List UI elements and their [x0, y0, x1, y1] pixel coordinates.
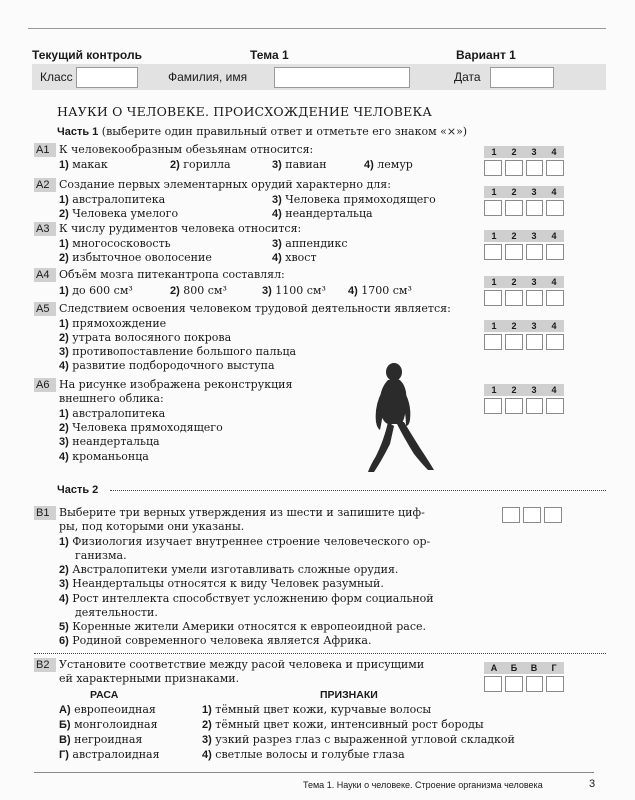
answer-grid-a4: 1 2 3 4	[484, 276, 564, 306]
question-number: A4	[34, 268, 56, 282]
statement-item: 1) Физиология изучает внутреннее строение человеческого ор-	[59, 535, 431, 548]
answer-option: 3) противопоставление большого пальца	[59, 345, 297, 358]
race-item: А) европеоидная	[59, 703, 156, 716]
part1-heading	[57, 125, 467, 138]
answer-option: 2) Человека прямоходящего	[59, 421, 223, 434]
answer-cell[interactable]	[546, 334, 564, 350]
answer-grid-a3: 1 2 3 4	[484, 230, 564, 260]
question-number: A6	[34, 378, 56, 392]
race-item: Г) австралоидная	[59, 748, 160, 761]
answer-grid-b1	[502, 505, 562, 523]
answer-option: 1) до 600 см³	[59, 284, 133, 297]
answer-cell[interactable]	[526, 244, 544, 260]
date-label: Дата	[454, 70, 481, 84]
question-text: К числу рудиментов человека относится:	[59, 222, 302, 235]
answer-cell[interactable]	[526, 398, 544, 414]
answer-grid-a6: 1 2 3 4	[484, 384, 564, 414]
answer-cell[interactable]	[505, 676, 523, 692]
part1-instruction: (выберите один правильный ответ и отметьте его знаком «×»)	[101, 125, 468, 138]
b2-divider	[34, 653, 606, 654]
answer-option: 4) лемур	[364, 158, 413, 171]
answer-cell[interactable]	[546, 676, 564, 692]
footer-divider	[34, 772, 594, 773]
answer-cell[interactable]	[523, 507, 541, 523]
statement-item: 3) Неандертальцы относятся к виду Человек разумный.	[59, 577, 384, 590]
answer-option: 3) 1100 см³	[262, 284, 326, 297]
question-a1	[34, 143, 494, 173]
race-column-heading: РАСА	[90, 689, 119, 701]
statement-item: 4) Рост интеллекта способствует усложнению форм социальной	[59, 592, 434, 605]
answer-option: 2) утрата волосяного покрова	[59, 331, 232, 344]
question-number: A3	[34, 222, 56, 236]
answer-option: 3) неандертальца	[59, 435, 160, 448]
part2-divider	[110, 490, 606, 491]
name-label: Фамилия, имя	[168, 70, 248, 84]
question-number: A1	[34, 143, 56, 157]
answer-grid-a1: 1 2 3 4	[484, 146, 564, 176]
page-footer: Тема 1. Науки о человеке. Строение организма человека	[303, 780, 543, 790]
answer-option: 4) неандертальца	[272, 207, 373, 220]
race-item: Б) монголоидная	[59, 718, 158, 731]
answer-cell[interactable]	[484, 160, 502, 176]
question-text-line2: ры, под которыми они указаны.	[59, 520, 245, 533]
answer-cell[interactable]	[546, 290, 564, 306]
question-text-line2: ей характерными признаками.	[59, 672, 240, 685]
control-label: Текущий контроль	[32, 48, 142, 62]
question-number: B2	[34, 658, 56, 672]
answer-cell[interactable]	[505, 200, 523, 216]
question-number: A5	[34, 302, 56, 316]
answer-cell[interactable]	[526, 160, 544, 176]
question-text: Установите соответствие между расой человека и присущими	[59, 658, 425, 671]
question-text-line2: внешнего облика:	[59, 392, 164, 405]
answer-option: 2) избыточное оволосение	[59, 251, 212, 264]
answer-cell[interactable]	[526, 334, 544, 350]
statement-item: 6) Родиной современного человека является Африка.	[59, 634, 372, 647]
statement-item: ганизма.	[75, 549, 127, 562]
answer-grid-a2: 1 2 3 4	[484, 186, 564, 216]
question-text: Создание первых элементарных орудий характерно для:	[59, 178, 391, 191]
answer-cell[interactable]	[505, 244, 523, 260]
question-a4	[34, 268, 494, 298]
worksheet-header	[32, 46, 604, 64]
student-fields-bar	[32, 64, 606, 90]
answer-cell[interactable]	[484, 676, 502, 692]
trait-item: 1) тёмный цвет кожи, курчавые волосы	[202, 703, 432, 716]
answer-option: 1) австралопитека	[59, 407, 166, 420]
answer-option: 1) австралопитека	[59, 193, 166, 206]
answer-cell[interactable]	[505, 334, 523, 350]
topic-label: Тема 1	[250, 48, 289, 62]
question-b2	[34, 658, 494, 688]
answer-option: 3) Человека прямоходящего	[272, 193, 436, 206]
answer-option: 3) павиан	[272, 158, 327, 171]
answer-cell[interactable]	[546, 160, 564, 176]
class-field[interactable]	[76, 67, 138, 88]
question-text: Объём мозга питекантропа составлял:	[59, 268, 285, 281]
answer-cell[interactable]	[484, 398, 502, 414]
question-b1	[34, 506, 494, 647]
answer-cell[interactable]	[546, 244, 564, 260]
answer-option: 3) аппендикс	[272, 237, 348, 250]
part1-label: Часть 1	[57, 126, 99, 138]
name-field[interactable]	[274, 67, 410, 88]
top-rule	[28, 28, 606, 29]
answer-cell[interactable]	[502, 507, 520, 523]
page-title: НАУКИ О ЧЕЛОВЕКЕ. ПРОИСХОЖДЕНИЕ ЧЕЛОВЕКА	[57, 104, 433, 119]
statement-item: деятельности.	[75, 606, 158, 619]
hominid-reconstruction-image	[358, 360, 440, 478]
trait-item: 4) светлые волосы и голубые глаза	[202, 748, 405, 761]
question-a2	[34, 178, 494, 222]
race-item: В) негроидная	[59, 733, 143, 746]
answer-option: 4) кроманьонца	[59, 450, 149, 463]
answer-option: 1) макак	[59, 158, 108, 171]
statement-item: 5) Коренные жители Америки относятся к европеоидной расе.	[59, 620, 427, 633]
question-text: Выберите три верных утверждения из шести и запишите циф-	[59, 506, 425, 519]
matching-columns	[34, 703, 515, 763]
answer-cell[interactable]	[526, 200, 544, 216]
answer-cell[interactable]	[546, 398, 564, 414]
answer-option: 4) развитие подбородочного выступа	[59, 359, 275, 372]
answer-cell[interactable]	[484, 244, 502, 260]
answer-cell[interactable]	[505, 398, 523, 414]
answer-cell[interactable]	[544, 507, 562, 523]
trait-item: 3) узкий разрез глаз с выраженной угловой складкой	[202, 733, 515, 746]
question-number: A2	[34, 178, 56, 192]
traits-column-heading: ПРИЗНАКИ	[320, 689, 378, 701]
answer-cell[interactable]	[484, 200, 502, 216]
answer-grid-b2: А Б В Г	[484, 662, 564, 692]
answer-cell[interactable]	[505, 290, 523, 306]
answer-option: 1) многососковость	[59, 237, 171, 250]
class-label: Класс	[40, 70, 73, 84]
question-text: На рисунке изображена реконструкция	[59, 378, 293, 391]
question-a3	[34, 222, 494, 266]
answer-cell[interactable]	[526, 676, 544, 692]
date-field[interactable]	[490, 67, 554, 88]
statement-item: 2) Австралопитеки умели изготавливать сложные орудия.	[59, 563, 399, 576]
page-number: 3	[589, 778, 596, 790]
answer-option: 2) 800 см³	[170, 284, 227, 297]
trait-item: 2) тёмный цвет кожи, интенсивный рост бороды	[202, 718, 484, 731]
variant-label: Вариант 1	[456, 48, 516, 62]
answer-cell[interactable]	[526, 290, 544, 306]
answer-option: 2) Человека умелого	[59, 207, 179, 220]
question-text: Следствием освоения человеком трудовой деятельности является:	[59, 302, 451, 315]
answer-cell[interactable]	[505, 160, 523, 176]
question-number: B1	[34, 506, 56, 520]
answer-cell[interactable]	[546, 200, 564, 216]
answer-option: 4) 1700 см³	[348, 284, 412, 297]
answer-option: 1) прямохождение	[59, 317, 167, 330]
answer-grid-a5: 1 2 3 4	[484, 320, 564, 350]
part2-heading: Часть 2	[57, 484, 99, 496]
answer-option: 2) горилла	[170, 158, 231, 171]
question-text: К человекообразным обезьянам относится:	[59, 143, 314, 156]
answer-cell[interactable]	[484, 334, 502, 350]
answer-option: 4) хвост	[272, 251, 317, 264]
